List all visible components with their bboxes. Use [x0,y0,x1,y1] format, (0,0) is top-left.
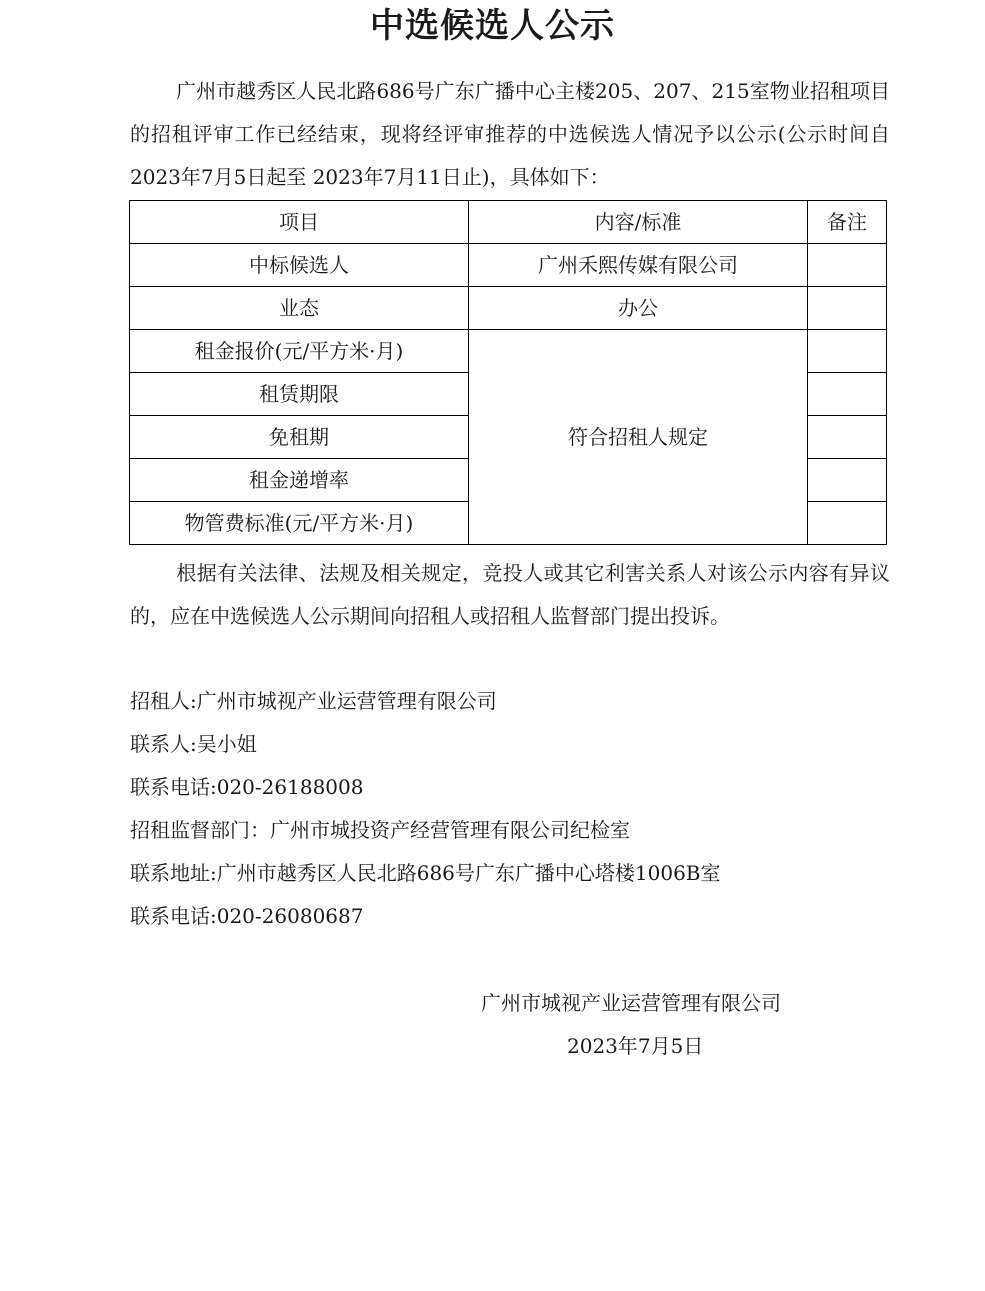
row-item-cell: 业态 [130,287,469,330]
row-item-cell: 租赁期限 [130,373,469,416]
notice-text: 根据有关法律、法规及相关规定，竞投人或其它利害关系人对该公示内容有异议的，应在中选候选人公示期间向招租人或招租人监督部门提出投诉。 [130,561,890,628]
header-remark: 备注 [808,201,887,244]
candidate-info-table [129,200,887,545]
phone-line: 联系电话:020-26188008 [130,775,364,799]
table-row [130,330,887,373]
notice-paragraph [130,552,890,638]
row-item-cell: 物管费标准(元/平方米·月) [130,502,469,545]
intro-text: 广州市越秀区人民北路686号广东广播中心主楼205、207、215室物业招租项目的招租评审工作已经结束，现将经评审推荐的中选候选人情况予以公示(公示时间自2023年7月5日起至 2023年7月11日止)，具体如下： [130,79,890,189]
row-remark-cell [808,330,887,373]
supervisor-line: 招租监督部门：广州市城投资产经营管理有限公司纪检室 [130,818,630,842]
row-item-cell: 免租期 [130,416,469,459]
signature-block [481,982,811,1068]
table-row [130,287,887,330]
signature-date: 2023年7月5日 [567,1034,704,1058]
table-row [130,244,887,287]
row-remark-cell [808,287,887,330]
row-content-cell: 广州禾熙传媒有限公司 [469,244,808,287]
table-header-row [130,201,887,244]
row-remark-cell [808,244,887,287]
header-content: 内容/标准 [469,201,808,244]
row-item-cell: 租金报价(元/平方米·月) [130,330,469,373]
intro-paragraph [130,70,890,199]
contact-block [130,680,721,938]
contact-person-line: 联系人:吴小姐 [130,732,257,756]
row-item-cell: 租金递增率 [130,459,469,502]
row-content-cell: 办公 [469,287,808,330]
row-remark-cell [808,416,887,459]
row-item-cell: 中标候选人 [130,244,469,287]
address-line: 联系地址:广州市越秀区人民北路686号广东广播中心塔楼1006B室 [130,861,721,885]
merged-content-cell: 符合招租人规定 [469,330,808,545]
signature-org: 广州市城视产业运营管理有限公司 [481,991,781,1015]
page-title: 中选候选人公示 [370,6,615,46]
lessor-line: 招租人:广州市城视产业运营管理有限公司 [130,689,497,713]
row-remark-cell [808,459,887,502]
supervisor-phone-line: 联系电话:020-26080687 [130,904,364,928]
row-remark-cell [808,502,887,545]
row-remark-cell [808,373,887,416]
header-item: 项目 [130,201,469,244]
